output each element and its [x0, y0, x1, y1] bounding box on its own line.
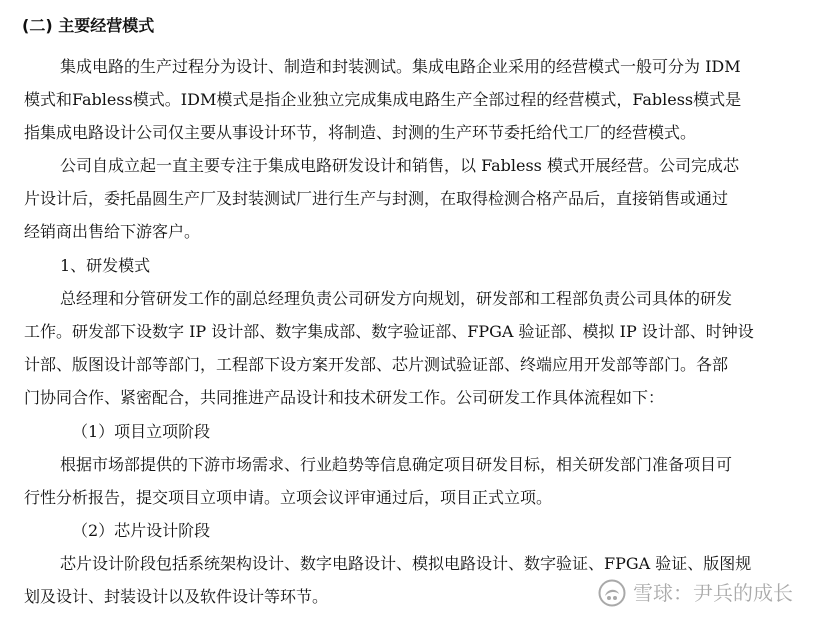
- paragraph-line: 芯片设计阶段包括系统架构设计、数字电路设计、模拟电路设计、数字验证、FPGA 验证、版图规: [60, 554, 752, 573]
- watermark: [597, 578, 793, 608]
- paragraph-line: 划及设计、封装设计以及软件设计等环节。: [24, 587, 329, 606]
- paragraph-line: 片设计后，委托晶圆生产厂及封装测试厂进行生产与封测，在取得检测合格产品后，直接销售或通过: [24, 189, 729, 208]
- step-title: （1）项目立项阶段: [72, 422, 211, 441]
- paragraph-line: 门协同合作、紧密配合，共同推进产品设计和技术研发工作。公司研发工作具体流程如下：: [24, 388, 665, 407]
- paragraph-line: 指集成电路设计公司仅主要从事设计环节，将制造、封测的生产环节委托给代工厂的经营模式。: [24, 123, 697, 142]
- paragraph-line: 工作。研发部下设数字 IP 设计部、数字集成部、数字验证部、FPGA 验证部、模拟 IP 设计部、时钟设: [24, 322, 754, 341]
- paragraph-line: 根据市场部提供的下游市场需求、行业趋势等信息确定项目研发目标，相关研发部门准备项目可: [60, 455, 733, 474]
- paragraph-line: 总经理和分管研发工作的副总经理负责公司研发方向规划，研发部和工程部负责公司具体的研发: [60, 289, 733, 308]
- paragraph-line: 计部、版图设计部等部门，工程部下设方案开发部、芯片测试验证部、终端应用开发部等部门。各部: [24, 355, 729, 374]
- subsection-title: 1、研发模式: [60, 256, 151, 275]
- section-heading: (二) 主要经营模式: [22, 16, 155, 35]
- paragraph-line: 集成电路的生产过程分为设计、制造和封装测试。集成电路企业采用的经营模式一般可分为 IDM: [60, 57, 741, 76]
- paragraph-line: 公司自成立起一直主要专注于集成电路研发设计和销售，以 Fabless 模式开展经营。公司完成芯: [60, 156, 739, 175]
- paragraph-line: 行性分析报告，提交项目立项申请。立项会议评审通过后，项目正式立项。: [24, 488, 553, 507]
- step-title: （2）芯片设计阶段: [72, 521, 211, 540]
- snowball-logo-icon: [597, 578, 627, 608]
- paragraph-line: 模式和Fabless模式。IDM模式是指企业独立完成集成电路生产全部过程的经营模式，Fabless模式是: [24, 90, 742, 109]
- paragraph-line: 经销商出售给下游客户。: [24, 222, 201, 241]
- watermark-text: 雪球：尹兵的成长: [633, 581, 793, 605]
